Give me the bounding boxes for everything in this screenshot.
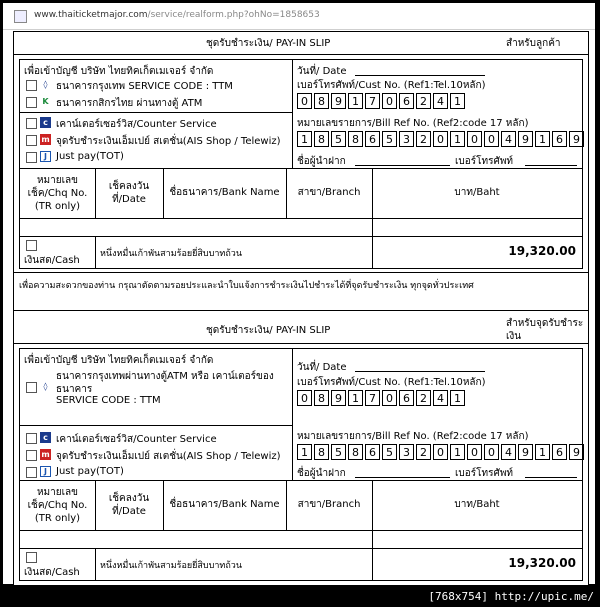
branch-header: สาขา/Branch — [297, 499, 361, 510]
company-line: เพื่อเข้าบัญชี บริษัท ไทยทิคเก็ตเมเจอร์ จำกัด — [24, 355, 214, 366]
digit-box: 1 — [348, 93, 363, 109]
digit-box: 4 — [433, 93, 448, 109]
bank-option-label: ธนาคารกรุงเทพ SERVICE CODE : TTM — [56, 81, 233, 92]
date-field[interactable] — [355, 75, 485, 76]
cash-label: เงินสด/Cash — [24, 567, 80, 578]
counter-option-label: เคาน์เตอร์เซอร์วิส/Counter Service — [56, 119, 217, 130]
digit-box: 0 — [467, 444, 482, 460]
bank-option-label: ธนาคารกสิกรไทย ผ่านทางตู้ ATM — [56, 98, 203, 109]
baht-header: บาท/Baht — [454, 187, 500, 198]
cust-no-boxes[interactable] — [297, 390, 467, 406]
depositor-label: ชื่อผู้นำฝาก — [297, 468, 346, 479]
digit-box: 8 — [314, 131, 329, 147]
justpay-icon: J — [40, 151, 51, 162]
slip-payment-point — [14, 310, 588, 585]
digit-box: 0 — [297, 93, 312, 109]
digit-box: 1 — [450, 93, 465, 109]
counter-service-icon: c — [40, 117, 51, 128]
digit-box: 0 — [382, 390, 397, 406]
digit-box: 5 — [331, 444, 346, 460]
digit-box: 9 — [331, 390, 346, 406]
digit-box: 6 — [365, 444, 380, 460]
chq-date-header: เช็คลงวัน ที่/Date — [108, 181, 150, 205]
slip-title: ชุดรับชำระเงิน/ PAY-IN SLIP — [206, 38, 331, 49]
digit-box: 1 — [297, 131, 312, 147]
bank-checkbox[interactable] — [26, 97, 37, 108]
url-text[interactable] — [34, 10, 320, 20]
address-bar[interactable] — [3, 3, 595, 30]
digit-box: 6 — [365, 131, 380, 147]
counter-checkbox[interactable] — [26, 433, 37, 444]
mpay-icon: m — [41, 450, 50, 459]
digit-box: 2 — [416, 444, 431, 460]
divider — [20, 112, 292, 113]
url-host: www.thaiticketmajor.com — [34, 10, 148, 20]
chq-no-header: หมายเลข เช็ค/Chq No. (TR only) — [27, 175, 88, 212]
digit-box: 6 — [552, 444, 567, 460]
service-code: SERVICE CODE : TTM — [56, 395, 161, 406]
browser-window — [3, 3, 595, 584]
amount-in-words: หนึ่งหมื่นเก้าพันสามร้อยยี่สิบบาทถ้วน — [100, 249, 242, 259]
slip-title: ชุดรับชำระเงิน/ PAY-IN SLIP — [206, 325, 331, 336]
bill-ref-label: หมายเลขรายการ/Bill Ref No. (Ref2:code 17 หลัก) — [297, 118, 529, 129]
digit-box: 5 — [382, 444, 397, 460]
copy-label: สำหรับลูกค้า — [506, 38, 561, 49]
digit-box: 0 — [467, 131, 482, 147]
image-host-bar — [0, 588, 600, 607]
slip-customer — [14, 32, 588, 272]
counter-option-label: จุดรับชำระเงินเอ็มเปย์ สเตชั่น(AIS Shop / Telewiz) — [56, 451, 281, 462]
digit-box: 1 — [297, 444, 312, 460]
digit-box: 6 — [552, 131, 567, 147]
bill-ref-boxes[interactable] — [297, 131, 586, 147]
phone-label: เบอร์โทรศัพท์ — [455, 156, 514, 167]
digit-box: 7 — [365, 93, 380, 109]
counter-option-label: จุดรับชำระเงินเอ็มเปย์ สเตชั่น(AIS Shop / Telewiz) — [56, 136, 281, 147]
digit-box: 1 — [450, 390, 465, 406]
phone-field[interactable] — [525, 165, 577, 166]
justpay-icon: J — [40, 466, 51, 477]
divider — [20, 168, 582, 169]
bank-checkbox[interactable] — [26, 382, 37, 393]
divider — [14, 310, 588, 311]
slip-body — [19, 348, 583, 581]
chq-no-header: หมายเลข เช็ค/Chq No. (TR only) — [27, 487, 88, 524]
depositor-field[interactable] — [355, 165, 450, 166]
bank-name-header: ชื่อธนาคาร/Bank Name — [169, 499, 280, 510]
counter-service-icon: c — [40, 432, 51, 443]
digit-box: 9 — [518, 131, 533, 147]
branch-header: สาขา/Branch — [297, 187, 361, 198]
digit-box: 9 — [569, 444, 584, 460]
date-field[interactable] — [355, 371, 485, 372]
bangkok-bank-icon: ◊ — [43, 80, 48, 89]
digit-box: 3 — [399, 131, 414, 147]
divider — [20, 530, 582, 531]
instruction-note: เพื่อความสะดวกของท่าน กรุณาตัดตามรอยประและนำใบแจ้งการชำระเงินไปชำระได้ที่จุดรับชำระเงิน ทุกจุดทั่วประเทศ — [19, 281, 474, 291]
divider — [292, 60, 293, 168]
company-line: เพื่อเข้าบัญชี บริษัท ไทยทิคเก็ตเมเจอร์ จำกัด — [24, 66, 214, 77]
image-size-badge: [768x754] — [428, 590, 489, 603]
digit-box: 0 — [297, 390, 312, 406]
mpay-icon: m — [41, 135, 50, 144]
counter-checkbox[interactable] — [26, 467, 37, 478]
divider — [292, 349, 293, 480]
depositor-field[interactable] — [355, 477, 450, 478]
phone-field[interactable] — [525, 477, 577, 478]
digit-box: 0 — [484, 131, 499, 147]
cust-no-label: เบอร์โทรศัพท์/Cust No. (Ref1:Tel.10หลัก) — [297, 377, 486, 388]
divider — [20, 218, 582, 219]
digit-box: 1 — [535, 131, 550, 147]
kbank-icon: K — [42, 97, 49, 106]
divider — [95, 236, 96, 268]
cust-no-label: เบอร์โทรศัพท์/Cust No. (Ref1:Tel.10หลัก) — [297, 80, 486, 91]
digit-box: 1 — [450, 131, 465, 147]
digit-box: 2 — [416, 131, 431, 147]
amount-in-words: หนึ่งหมื่นเก้าพันสามร้อยยี่สิบบาทถ้วน — [100, 561, 242, 571]
digit-box: 9 — [518, 444, 533, 460]
bank-name-header: ชื่อธนาคาร/Bank Name — [169, 187, 280, 198]
digit-box: 6 — [399, 390, 414, 406]
digit-box: 5 — [331, 131, 346, 147]
digit-box: 0 — [382, 93, 397, 109]
cash-label: เงินสด/Cash — [24, 255, 80, 266]
digit-box: 8 — [314, 444, 329, 460]
divider — [14, 272, 588, 273]
divider — [20, 548, 582, 549]
divider — [20, 480, 582, 481]
digit-box: 3 — [399, 444, 414, 460]
divider — [20, 425, 292, 426]
digit-box: 4 — [433, 390, 448, 406]
bill-ref-label: หมายเลขรายการ/Bill Ref No. (Ref2:code 17 หลัก) — [297, 431, 529, 442]
digit-box: 0 — [433, 131, 448, 147]
cash-checkbox[interactable] — [26, 240, 37, 251]
bank-option-line2: ธนาคาร — [56, 384, 93, 395]
counter-option-label: Just pay(TOT) — [56, 151, 124, 162]
slip-body — [19, 59, 583, 269]
divider — [20, 236, 582, 237]
digit-box: 8 — [348, 444, 363, 460]
counter-checkbox[interactable] — [26, 118, 37, 129]
digit-box: 6 — [399, 93, 414, 109]
amount-value: 19,320.00 — [508, 244, 576, 258]
digit-box: 8 — [314, 93, 329, 109]
digit-box: 1 — [535, 444, 550, 460]
digit-box: 9 — [569, 131, 584, 147]
counter-checkbox[interactable] — [26, 450, 37, 461]
copy-label-line2: เงิน — [506, 331, 522, 342]
digit-box: 5 — [382, 131, 397, 147]
cust-no-boxes[interactable] — [297, 93, 467, 109]
digit-box: 1 — [450, 444, 465, 460]
bank-option-label: ธนาคารกรุงเทพผ่านทางตู้ATM หรือ เคาน์เตอร์ของ — [56, 371, 274, 382]
page-icon — [14, 10, 27, 23]
divider — [95, 548, 96, 580]
counter-option-label: เคาน์เตอร์เซอร์วิส/Counter Service — [56, 434, 217, 445]
digit-box: 7 — [365, 390, 380, 406]
digit-box: 4 — [501, 444, 516, 460]
image-host-url[interactable]: http://upic.me/ — [494, 590, 594, 603]
chq-date-header: เช็คลงวัน ที่/Date — [108, 493, 150, 517]
counter-option-label: Just pay(TOT) — [56, 466, 124, 477]
digit-box: 4 — [501, 131, 516, 147]
date-label: วันที่/ Date — [297, 362, 347, 373]
image-host-label — [428, 590, 594, 603]
slip-header — [14, 32, 588, 55]
date-label: วันที่/ Date — [297, 66, 347, 77]
bank-checkbox[interactable] — [26, 80, 37, 91]
pay-in-form — [13, 31, 589, 586]
copy-label: สำหรับจุดรับชำระ — [506, 318, 584, 329]
counter-checkbox[interactable] — [26, 152, 37, 163]
digit-box: 1 — [348, 390, 363, 406]
digit-box: 9 — [331, 93, 346, 109]
digit-box: 2 — [416, 93, 431, 109]
digit-box: 8 — [314, 390, 329, 406]
amount-value: 19,320.00 — [508, 556, 576, 570]
depositor-label: ชื่อผู้นำฝาก — [297, 156, 346, 167]
digit-box: 0 — [433, 444, 448, 460]
counter-checkbox[interactable] — [26, 135, 37, 146]
divider — [14, 343, 588, 344]
digit-box: 8 — [348, 131, 363, 147]
baht-header: บาท/Baht — [454, 499, 500, 510]
url-path: /service/realform.php?ohNo=1858653 — [147, 10, 320, 20]
digit-box: 0 — [484, 444, 499, 460]
phone-label: เบอร์โทรศัพท์ — [455, 468, 514, 479]
bangkok-bank-icon: ◊ — [43, 382, 48, 391]
bill-ref-boxes[interactable] — [297, 444, 586, 460]
cash-checkbox[interactable] — [26, 552, 37, 563]
digit-box: 2 — [416, 390, 431, 406]
